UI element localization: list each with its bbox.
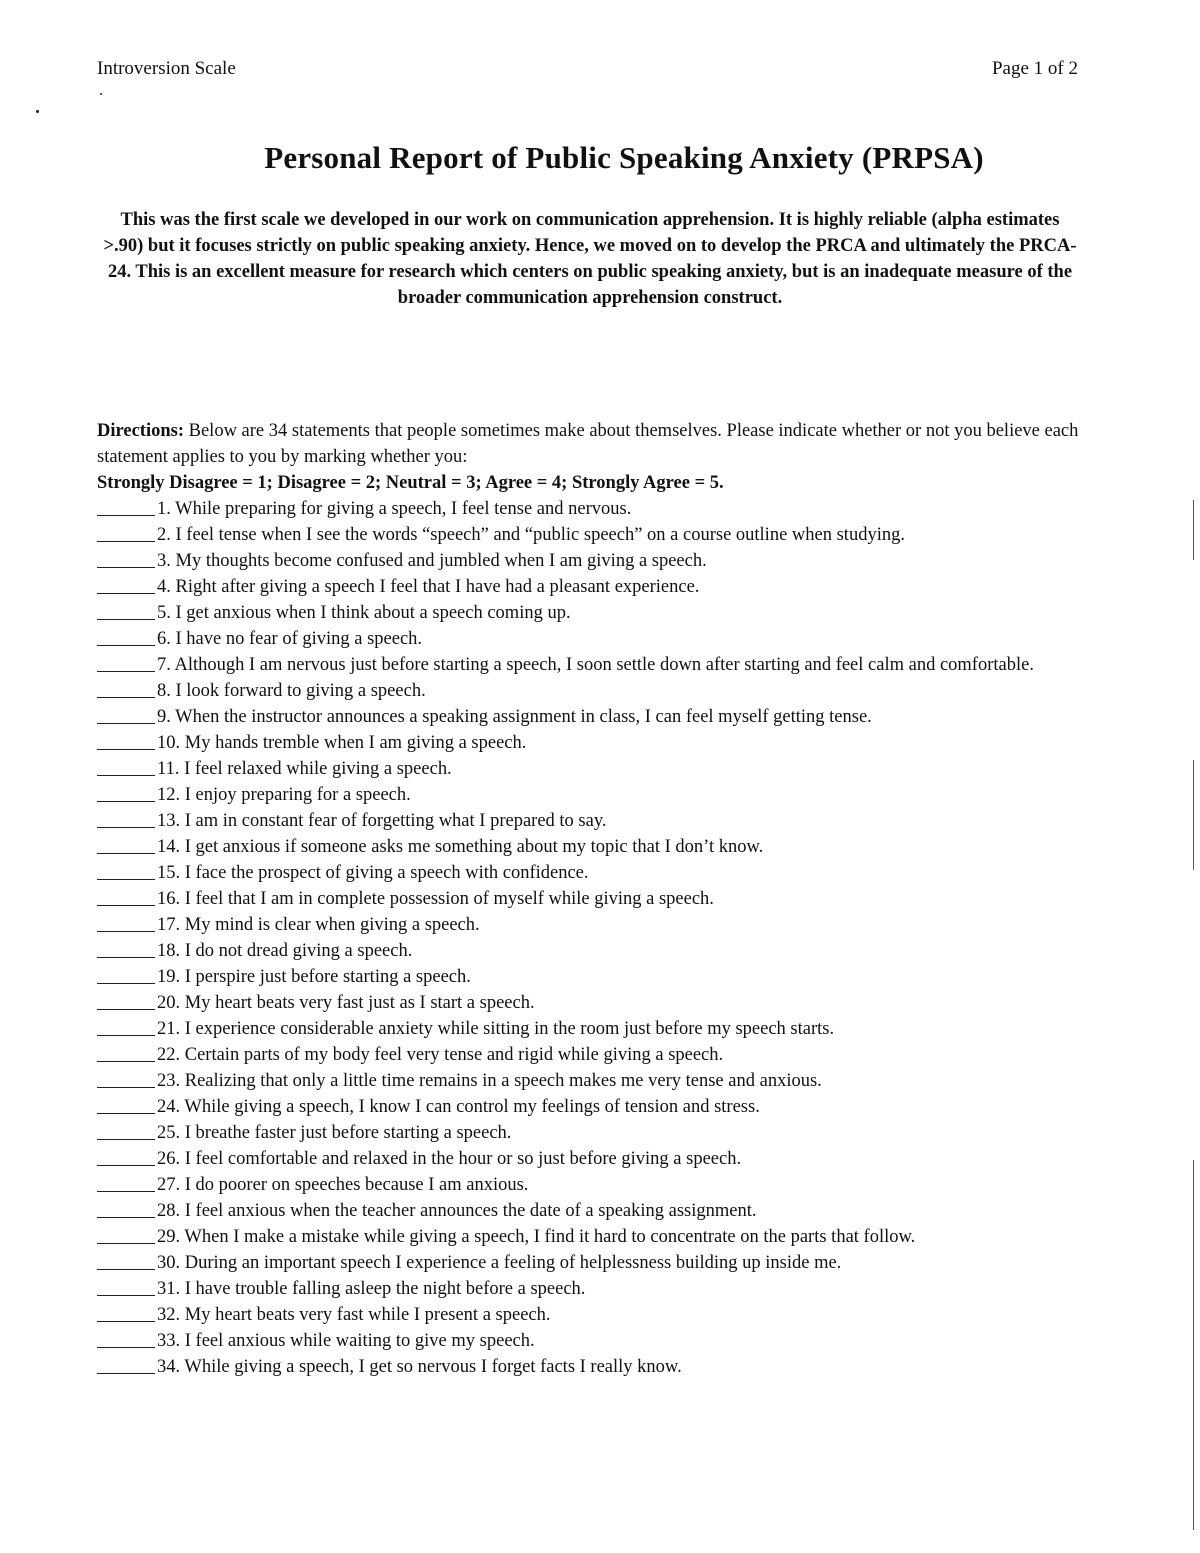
list-item xyxy=(97,834,1107,860)
directions-paragraph xyxy=(97,418,1087,470)
item-number: 3. xyxy=(157,551,171,571)
item-number: 22. xyxy=(157,1045,181,1065)
item-statement: I face the prospect of giving a speech with confidence. xyxy=(184,863,589,883)
list-item xyxy=(97,912,1107,938)
list-item xyxy=(97,1302,1107,1328)
answer-blank[interactable] xyxy=(97,652,155,672)
list-item xyxy=(97,1276,1107,1302)
answer-blank[interactable] xyxy=(97,756,155,776)
list-item xyxy=(97,1146,1107,1172)
item-statement: My hands tremble when I am giving a speech. xyxy=(184,733,527,753)
item-number: 2. xyxy=(157,525,171,545)
answer-blank[interactable] xyxy=(97,1328,155,1348)
item-statement: I get anxious if someone asks me something about my topic that I don’t know. xyxy=(184,837,764,857)
item-statement: I perspire just before starting a speech. xyxy=(184,967,471,987)
page-title: Personal Report of Public Speaking Anxiety (PRPSA) xyxy=(264,140,984,175)
answer-blank[interactable] xyxy=(97,548,155,568)
answer-blank[interactable] xyxy=(97,1250,155,1270)
item-number: 6. xyxy=(157,629,171,649)
answer-blank[interactable] xyxy=(97,704,155,724)
answer-blank[interactable] xyxy=(97,730,155,750)
list-item xyxy=(97,782,1107,808)
item-statement: Right after giving a speech I feel that I have had a pleasant experience. xyxy=(175,577,700,597)
answer-blank[interactable] xyxy=(97,834,155,854)
answer-blank[interactable] xyxy=(97,886,155,906)
item-statement: My heart beats very fast while I present a speech. xyxy=(184,1305,551,1325)
item-number: 8. xyxy=(157,681,171,701)
answer-blank[interactable] xyxy=(97,496,155,516)
item-statement: I feel anxious when the teacher announces the date of a speaking assignment. xyxy=(184,1201,757,1221)
scan-speck xyxy=(36,110,39,113)
item-statement: When I make a mistake while giving a speech, I find it hard to concentrate on the parts that follow. xyxy=(184,1227,916,1247)
item-number: 30. xyxy=(157,1253,181,1273)
header-scale-name: Introversion Scale xyxy=(97,58,236,79)
answer-blank[interactable] xyxy=(97,678,155,698)
item-number: 34. xyxy=(157,1357,181,1377)
item-statement: I feel comfortable and relaxed in the hour or so just before giving a speech. xyxy=(184,1149,742,1169)
item-number: 9. xyxy=(157,707,171,727)
item-number: 4. xyxy=(157,577,171,597)
list-item xyxy=(97,1042,1107,1068)
item-statement: Certain parts of my body feel very tense and rigid while giving a speech. xyxy=(184,1045,724,1065)
answer-blank[interactable] xyxy=(97,1302,155,1322)
answer-blank[interactable] xyxy=(97,1198,155,1218)
list-item xyxy=(97,1328,1107,1354)
answer-blank[interactable] xyxy=(97,1276,155,1296)
list-item xyxy=(97,626,1107,652)
directions xyxy=(97,418,1087,496)
item-statement: I am in constant fear of forgetting what I prepared to say. xyxy=(184,811,607,831)
answer-blank[interactable] xyxy=(97,1042,155,1062)
directions-text: Below are 34 statements that people sometimes make about themselves. Please indicate whether or not you believe each statement applies to you by marking whether you: xyxy=(97,421,1079,467)
item-statement: I feel anxious while waiting to give my speech. xyxy=(184,1331,535,1351)
list-item xyxy=(97,886,1107,912)
item-number: 18. xyxy=(157,941,181,961)
list-item xyxy=(97,1198,1107,1224)
item-number: 29. xyxy=(157,1227,181,1247)
item-number: 12. xyxy=(157,785,181,805)
list-item xyxy=(97,860,1107,886)
item-number: 31. xyxy=(157,1279,181,1299)
item-number: 16. xyxy=(157,889,181,909)
item-statement: I feel that I am in complete possession of myself while giving a speech. xyxy=(184,889,714,909)
item-statement: I look forward to giving a speech. xyxy=(175,681,426,701)
list-item xyxy=(97,522,1107,548)
list-item xyxy=(97,1016,1107,1042)
answer-blank[interactable] xyxy=(97,964,155,984)
item-statement: I breathe faster just before starting a speech. xyxy=(184,1123,512,1143)
answer-blank[interactable] xyxy=(97,1224,155,1244)
item-number: 24. xyxy=(157,1097,181,1117)
scan-speck xyxy=(100,93,102,95)
list-item xyxy=(97,730,1107,756)
scan-edge-mark xyxy=(1193,500,1194,560)
item-number: 17. xyxy=(157,915,181,935)
answer-blank[interactable] xyxy=(97,600,155,620)
item-number: 23. xyxy=(157,1071,181,1091)
item-number: 32. xyxy=(157,1305,181,1325)
item-number: 7. xyxy=(157,655,171,675)
intro-paragraph: This was the first scale we developed in our work on communication apprehension. It is highly reliable (alpha estimates >.90) but it focuses strictly on public speaking anxiety. Hence, we moved on to develop the PRCA and ultimately the PRCA-24. This is an excellent measure for research which centers on public speaking anxiety, but is an inadequate measure of the broader communication apprehension construct. xyxy=(103,210,1077,308)
scan-edge-mark xyxy=(1193,760,1194,870)
answer-blank[interactable] xyxy=(97,990,155,1010)
item-statement: I get anxious when I think about a speech coming up. xyxy=(175,603,571,623)
item-number: 15. xyxy=(157,863,181,883)
answer-blank[interactable] xyxy=(97,1172,155,1192)
statement-list xyxy=(97,496,1107,1380)
list-item xyxy=(97,938,1107,964)
answer-blank[interactable] xyxy=(97,1094,155,1114)
list-item xyxy=(97,678,1107,704)
item-statement: My heart beats very fast just as I start a speech. xyxy=(184,993,535,1013)
list-item xyxy=(97,964,1107,990)
item-statement: During an important speech I experience a feeling of helplessness building up inside me. xyxy=(184,1253,842,1273)
list-item xyxy=(97,1094,1107,1120)
item-statement: I have trouble falling asleep the night before a speech. xyxy=(184,1279,586,1299)
item-number: 26. xyxy=(157,1149,181,1169)
item-statement: While giving a speech, I know I can control my feelings of tension and stress. xyxy=(184,1097,760,1117)
item-statement: I feel relaxed while giving a speech. xyxy=(184,759,452,779)
item-number: 33. xyxy=(157,1331,181,1351)
item-statement: Realizing that only a little time remains in a speech makes me very tense and anxious. xyxy=(184,1071,822,1091)
list-item xyxy=(97,652,1107,678)
answer-blank[interactable] xyxy=(97,522,155,542)
answer-blank[interactable] xyxy=(97,860,155,880)
answer-blank[interactable] xyxy=(97,1016,155,1036)
item-statement: I do not dread giving a speech. xyxy=(184,941,413,961)
item-statement: My mind is clear when giving a speech. xyxy=(184,915,480,935)
item-statement: I enjoy preparing for a speech. xyxy=(184,785,411,805)
list-item xyxy=(97,496,1107,522)
item-statement: When the instructor announces a speaking assignment in class, I can feel myself getting tense. xyxy=(175,707,872,727)
answer-blank[interactable] xyxy=(97,574,155,594)
list-item xyxy=(97,990,1107,1016)
answer-blank[interactable] xyxy=(97,782,155,802)
answer-blank[interactable] xyxy=(97,938,155,958)
item-number: 5. xyxy=(157,603,171,623)
item-statement: While preparing for giving a speech, I feel tense and nervous. xyxy=(175,499,632,519)
item-number: 27. xyxy=(157,1175,181,1195)
answer-blank[interactable] xyxy=(97,626,155,646)
list-item xyxy=(97,808,1107,834)
list-item xyxy=(97,1172,1107,1198)
scan-edge-mark xyxy=(1193,1160,1194,1530)
item-number: 20. xyxy=(157,993,181,1013)
item-statement: Although I am nervous just before starting a speech, I soon settle down after starting and feel calm and comfortable. xyxy=(174,655,1034,675)
answer-blank[interactable] xyxy=(97,808,155,828)
list-item xyxy=(97,548,1107,574)
item-number: 21. xyxy=(157,1019,181,1039)
list-item xyxy=(97,1250,1107,1276)
answer-blank[interactable] xyxy=(97,1120,155,1140)
list-item xyxy=(97,574,1107,600)
list-item xyxy=(97,600,1107,626)
answer-blank[interactable] xyxy=(97,1146,155,1166)
item-number: 10. xyxy=(157,733,181,753)
list-item xyxy=(97,756,1107,782)
list-item xyxy=(97,1120,1107,1146)
item-number: 25. xyxy=(157,1123,181,1143)
item-number: 28. xyxy=(157,1201,181,1221)
item-number: 11. xyxy=(157,759,180,779)
item-number: 19. xyxy=(157,967,181,987)
item-statement: I experience considerable anxiety while sitting in the room just before my speech starts. xyxy=(184,1019,835,1039)
item-number: 14. xyxy=(157,837,181,857)
list-item xyxy=(97,1068,1107,1094)
item-statement: I feel tense when I see the words “speech” and “public speech” on a course outline when studying. xyxy=(175,525,905,545)
list-item xyxy=(97,1224,1107,1250)
response-scale: Strongly Disagree = 1; Disagree = 2; Neutral = 3; Agree = 4; Strongly Agree = 5. xyxy=(97,473,724,493)
list-item xyxy=(97,704,1107,730)
answer-blank[interactable] xyxy=(97,912,155,932)
list-item xyxy=(97,1354,1107,1380)
item-statement: While giving a speech, I get so nervous I forget facts I really know. xyxy=(184,1357,682,1377)
item-statement: I have no fear of giving a speech. xyxy=(175,629,423,649)
answer-blank[interactable] xyxy=(97,1354,155,1374)
directions-label: Directions: xyxy=(97,421,184,441)
item-statement: My thoughts become confused and jumbled when I am giving a speech. xyxy=(175,551,707,571)
item-number: 13. xyxy=(157,811,181,831)
header-page-number: Page 1 of 2 xyxy=(991,58,1078,79)
answer-blank[interactable] xyxy=(97,1068,155,1088)
item-statement: I do poorer on speeches because I am anxious. xyxy=(184,1175,529,1195)
item-number: 1. xyxy=(157,499,171,519)
